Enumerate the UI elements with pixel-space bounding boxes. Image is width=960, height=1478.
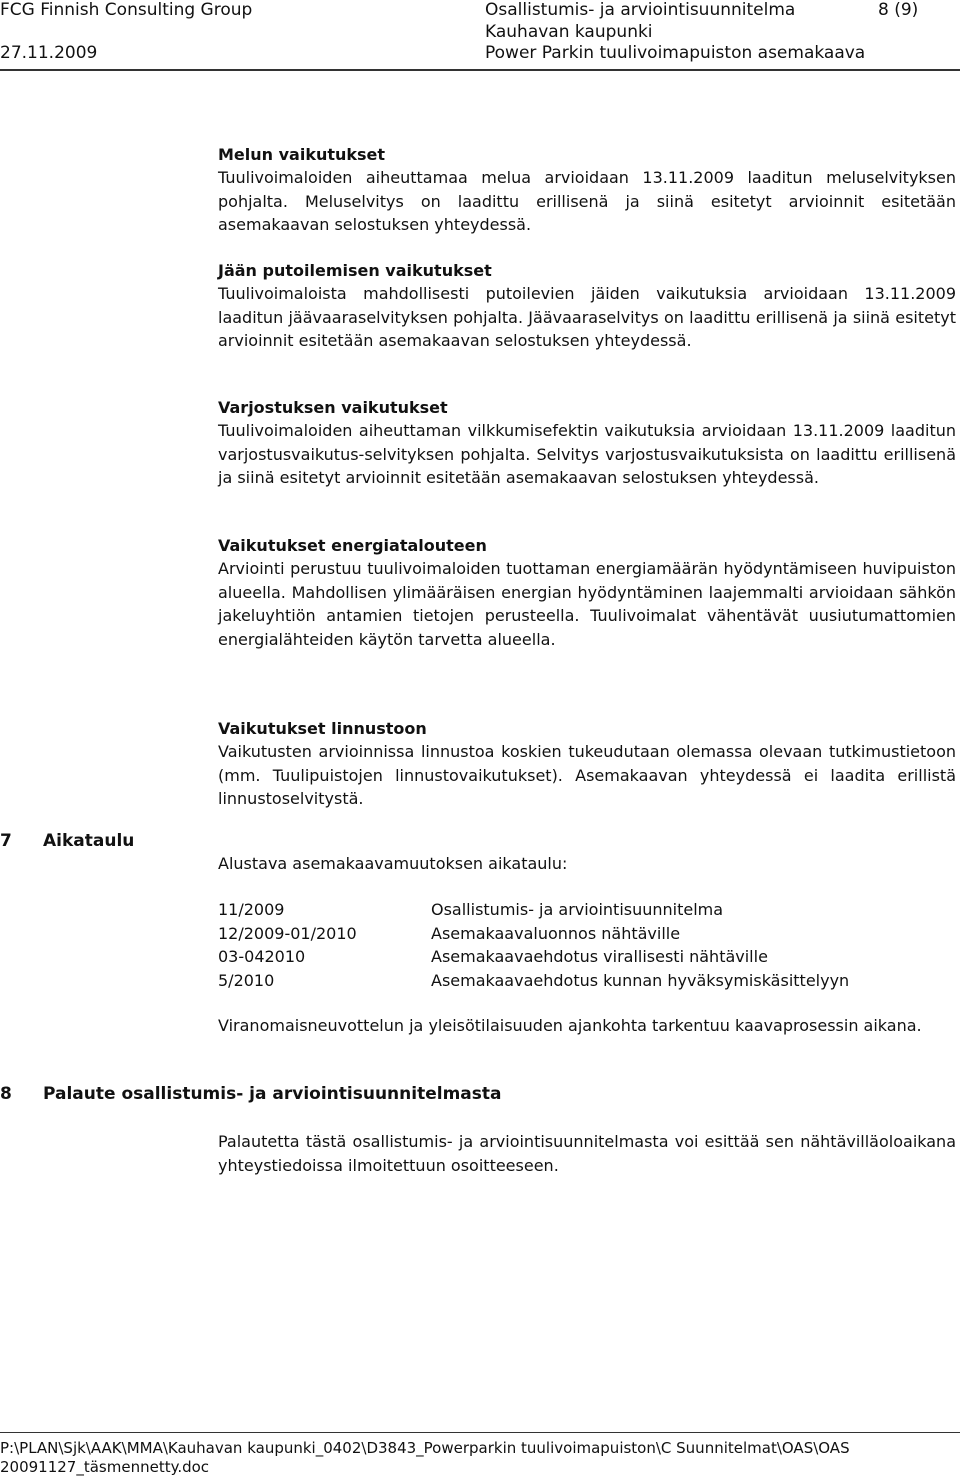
aikataulu-intro-block	[218, 852, 956, 876]
schedule-date: 5/2010	[218, 970, 275, 990]
company-name: FCG Finnish Consulting Group	[0, 0, 253, 20]
text-linnusto: Vaikutusten arvioinnissa linnustoa koskien tukeudutaan olemassa olevaan tutkimustietoon (mm. Tuulipuistojen linnustovaikutukset). Asemakaavan yhteydessä ei laadita erillistä linnustoselvitystä.	[218, 742, 956, 808]
table-row	[218, 945, 956, 969]
municipality-name: Kauhavan kaupunki	[485, 22, 653, 42]
heading-varjo: Varjostuksen vaikutukset	[218, 398, 448, 417]
document-title: Osallistumis- ja arviointisuunnitelma	[485, 0, 796, 20]
section-jaa	[218, 259, 956, 353]
section-melu	[218, 143, 956, 237]
document-date: 27.11.2009	[0, 43, 98, 63]
schedule-table	[218, 898, 956, 992]
aikataulu-note: Viranomaisneuvottelun ja yleisötilaisuuden ajankohta tarkentuu kaavaprosessin aikana.	[218, 1016, 922, 1035]
page-number: 8 (9)	[878, 0, 919, 20]
schedule-description: Asemakaavaluonnos nähtäville	[431, 923, 681, 943]
heading-melu: Melun vaikutukset	[218, 145, 386, 164]
text-jaa: Tuulivoimaloista mahdollisesti putoilevien jäiden vaikutuksia arvioidaan 13.11.2009 laaditun jäävaaraselvityksen pohjalta. Jäävaaraselvitys on laadittu erillisenä ja siinä esitetyt arvioinnit esitetään asemakaavan selostuksen yhteydessä.	[218, 284, 956, 350]
section-title-aikataulu: Aikataulu	[43, 831, 135, 851]
aikataulu-intro: Alustava asemakaavamuutoksen aikataulu:	[218, 854, 568, 873]
schedule-description: Asemakaavaehdotus virallisesti nähtäville	[431, 947, 768, 966]
section-number-8: 8	[0, 1084, 12, 1104]
schedule-description: Osallistumis- ja arviointisuunnitelma	[431, 900, 724, 919]
table-row	[218, 898, 956, 922]
project-name: Power Parkin tuulivoimapuiston asemakaava	[485, 43, 866, 63]
section-energia	[218, 534, 956, 651]
text-energia: Arviointi perustuu tuulivoimaloiden tuottaman energiamäärän hyödyntämiseen huvipuiston alueella. Mahdollisen ylimääräisen energian hyödyntäminen laajemmalti arvioidaan sähkön jakeluyhtiön antamien tietojen perusteella. Tuulivoimalat vähentävät uusiutumattomien energialähteiden käytön tarvetta alueella.	[218, 559, 956, 649]
footer-path: P:\PLAN\Sjk\AAK\MMA\Kauhavan kaupunki_0402\D3843_Powerparkin tuulivoimapuiston\C Suunnitelmat\OAS\OAS	[0, 1439, 850, 1457]
schedule-date: 12/2009-01/2010	[218, 923, 357, 943]
section-heading-palaute	[0, 1084, 501, 1104]
section-title-palaute: Palaute osallistumis- ja arviointisuunnitelmasta	[43, 1084, 502, 1104]
section-heading-aikataulu	[0, 831, 134, 851]
heading-linnusto: Vaikutukset linnustoon	[218, 719, 427, 738]
aikataulu-note-block	[218, 1014, 956, 1038]
footer-divider	[0, 1432, 960, 1433]
footer-filename: 20091127_täsmennetty.doc	[0, 1458, 210, 1476]
heading-jaa: Jään putoilemisen vaikutukset	[218, 261, 492, 280]
heading-energia: Vaikutukset energiatalouteen	[218, 536, 487, 555]
schedule-date: 03-042010	[218, 947, 306, 966]
text-varjo: Tuulivoimaloiden aiheuttaman vilkkumisefektin vaikutuksia arvioidaan 13.11.2009 laaditun varjostusvaikutus-selvityksen pohjalta. Selvitys varjostusvaikutuksista on laadittu erillisenä ja siinä esitetyt arvioinnit esitetään asemakaavan selostuksen yhteydessä.	[218, 421, 956, 487]
text-melu: Tuulivoimaloiden aiheuttamaa melua arvioidaan 13.11.2009 laaditun meluselvityksen pohjalta. Meluselvitys on laadittu erillisenä ja siinä esitetyt arvioinnit esitetään asemakaavan selostuksen yhteydessä.	[218, 168, 956, 234]
palaute-text-block	[218, 1130, 956, 1177]
section-linnusto	[218, 717, 956, 811]
section-number-7: 7	[0, 831, 12, 851]
header-divider	[0, 69, 960, 71]
table-row	[218, 969, 956, 993]
schedule-date: 11/2009	[218, 900, 285, 919]
palaute-text: Palautetta tästä osallistumis- ja arviointisuunnitelmasta voi esittää sen nähtävilläoloaikana yhteystiedoissa ilmoitettuun osoitteeseen.	[218, 1132, 956, 1175]
section-varjo	[218, 396, 956, 490]
table-row	[218, 922, 956, 946]
schedule-description: Asemakaavaehdotus kunnan hyväksymiskäsittelyyn	[431, 970, 850, 990]
